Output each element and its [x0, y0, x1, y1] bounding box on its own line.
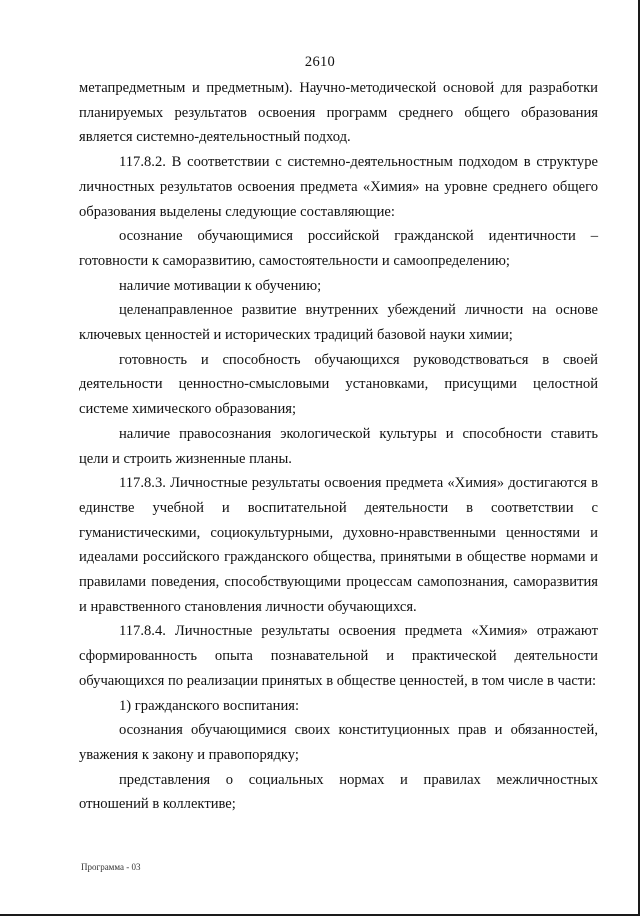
paragraph-3: осознание обучающимися российской гражданской идентичности – готовности к саморазвитию, самостоятельности и самоопределению; [79, 228, 598, 269]
paragraph-6: готовность и способность обучающихся руководствоваться в своей деятельности ценностно-смысловыми установками, присущими целостной системе химического образования; [79, 351, 598, 418]
paragraph-9: 117.8.4. Личностные результаты освоения предмета «Химия» отражают сформированность опыта познавательной и практической деятельности обучающихся по реализации принятых в обществе ценностей, в том числе в части: [79, 623, 598, 689]
paragraph-12: представления о социальных нормах и правилах межличностных отношений в коллективе; [79, 771, 598, 813]
page-number: 2610 [304, 54, 336, 70]
paragraph-7: наличие правосознания экологической культуры и способности ставить цели и строить жизненные планы. [79, 425, 598, 467]
paragraph-4: наличие мотивации к обучению; [119, 277, 322, 294]
paragraph-5: целенаправленное развитие внутренних убеждений личности на основе ключевых ценностей и исторических традиций базовой науки химии; [79, 302, 598, 344]
paragraph-11: осознания обучающимися своих конституционных прав и обязанностей, уважения к закону и правопорядку; [79, 722, 598, 763]
page-body [79, 76, 598, 817]
paragraph-2: 117.8.2. В соответствии с системно-деятельностным подходом в структуре личностных результатов освоения предмета «Химия» на уровне среднего общего образования выделены следующие составляющие: [79, 154, 598, 220]
paragraph-1: метапредметным и предметным). Научно-методической основой для разработки планируемых результатов освоения программ среднего общего образования является системно-деятельностный подход. [79, 80, 598, 146]
paragraph-8: 117.8.3. Личностные результаты освоения предмета «Химия» достигаются в единстве учебной и воспитательной деятельности в соответствии с гуманистическими, социокультурными, духовно-нравственными ценностями и идеалами российского гражданского общества, принятыми в обществе нормами и правилами поведения, способствующими процессам самопознания, саморазвития и нравственного становления личности обучающихся. [79, 475, 598, 615]
footer-note: Программа - 03 [81, 862, 141, 872]
paragraph-10: 1) гражданского воспитания: [119, 697, 300, 714]
